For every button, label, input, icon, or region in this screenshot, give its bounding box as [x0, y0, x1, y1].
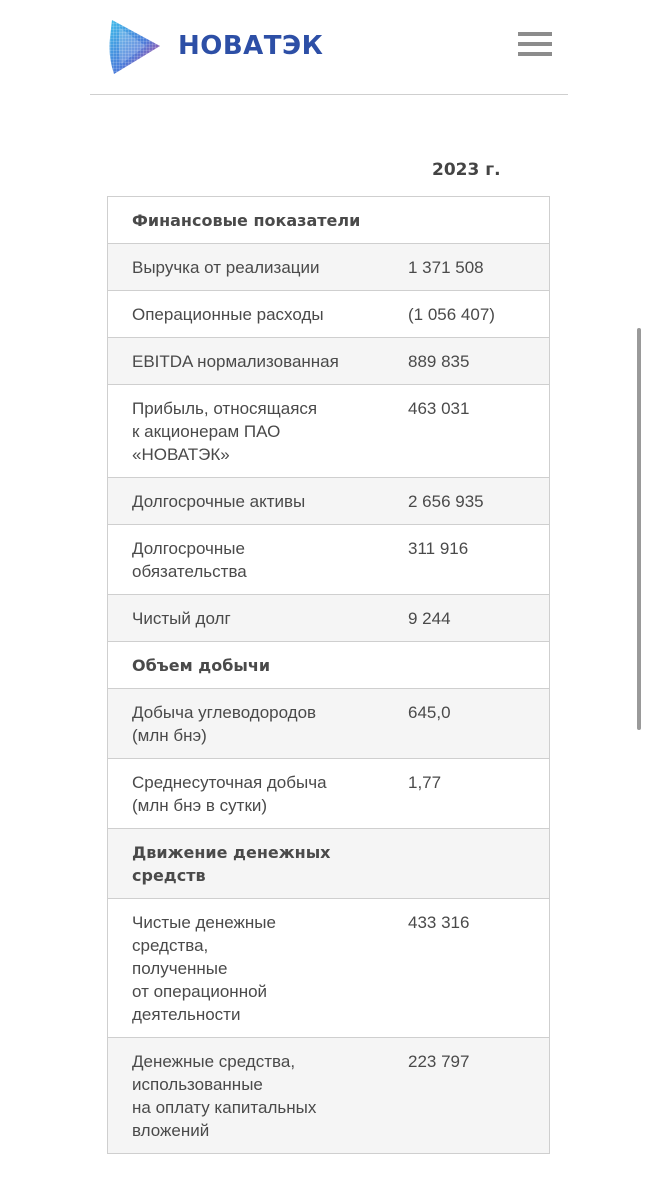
table-row: [108, 338, 550, 385]
novatek-logo-icon[interactable]: [106, 16, 164, 78]
indicator-label: Денежные средства, использованные на оплату капитальных вложений: [108, 1038, 409, 1154]
table-row: [108, 689, 550, 759]
site-header: [0, 0, 647, 96]
table-row: [108, 525, 550, 595]
table-row: [108, 1038, 550, 1154]
table-row: [108, 478, 550, 525]
indicator-value: 645,0: [408, 689, 550, 759]
section-title: Финансовые показатели: [108, 197, 409, 244]
indicator-label: Среднесуточная добыча (млн бнэ в сутки): [108, 759, 409, 829]
menu-line: [518, 32, 552, 36]
indicator-label: Чистый долг: [108, 595, 409, 642]
indicator-value: 9 244: [408, 595, 550, 642]
indicator-value: 889 835: [408, 338, 550, 385]
menu-line: [518, 52, 552, 56]
section-title: Движение денежных средств: [108, 829, 409, 899]
table-section-row: [108, 642, 550, 689]
indicator-value: 223 797: [408, 1038, 550, 1154]
table-row: [108, 291, 550, 338]
indicator-label: Долгосрочные активы: [108, 478, 409, 525]
table-section-row: [108, 829, 550, 899]
indicator-value: 433 316: [408, 899, 550, 1038]
indicator-label: Операционные расходы: [108, 291, 409, 338]
indicator-label: Чистые денежные средства, полученные от операционной деятельности: [108, 899, 409, 1038]
table-row: [108, 244, 550, 291]
table-row: [108, 899, 550, 1038]
indicator-value: (1 056 407): [408, 291, 550, 338]
indicator-label: Добыча углеводородов (млн бнэ): [108, 689, 409, 759]
header-divider: [90, 94, 568, 95]
indicator-value: 311 916: [408, 525, 550, 595]
indicator-label: Выручка от реализации: [108, 244, 409, 291]
section-title: Объем добычи: [108, 642, 409, 689]
table-row: [108, 759, 550, 829]
indicator-value: [408, 197, 550, 244]
financial-indicators-table: [107, 196, 550, 1154]
table-section-row: [108, 197, 550, 244]
logo-text[interactable]: НОВАТЭК: [178, 31, 324, 61]
table-row: [108, 385, 550, 478]
year-column-header: 2023 г.: [432, 160, 501, 180]
menu-line: [518, 42, 552, 46]
hamburger-menu-icon[interactable]: [518, 32, 552, 60]
indicator-label: Прибыль, относящаяся к акционерам ПАО «НОВАТЭК»: [108, 385, 409, 478]
table-row: [108, 595, 550, 642]
indicator-value: 463 031: [408, 385, 550, 478]
indicator-value: [408, 642, 550, 689]
indicator-value: [408, 829, 550, 899]
indicator-value: 1 371 508: [408, 244, 550, 291]
indicator-value: 1,77: [408, 759, 550, 829]
indicator-label: Долгосрочные обязательства: [108, 525, 409, 595]
page-scrollbar[interactable]: [637, 328, 641, 730]
indicator-value: 2 656 935: [408, 478, 550, 525]
indicator-label: EBITDA нормализованная: [108, 338, 409, 385]
